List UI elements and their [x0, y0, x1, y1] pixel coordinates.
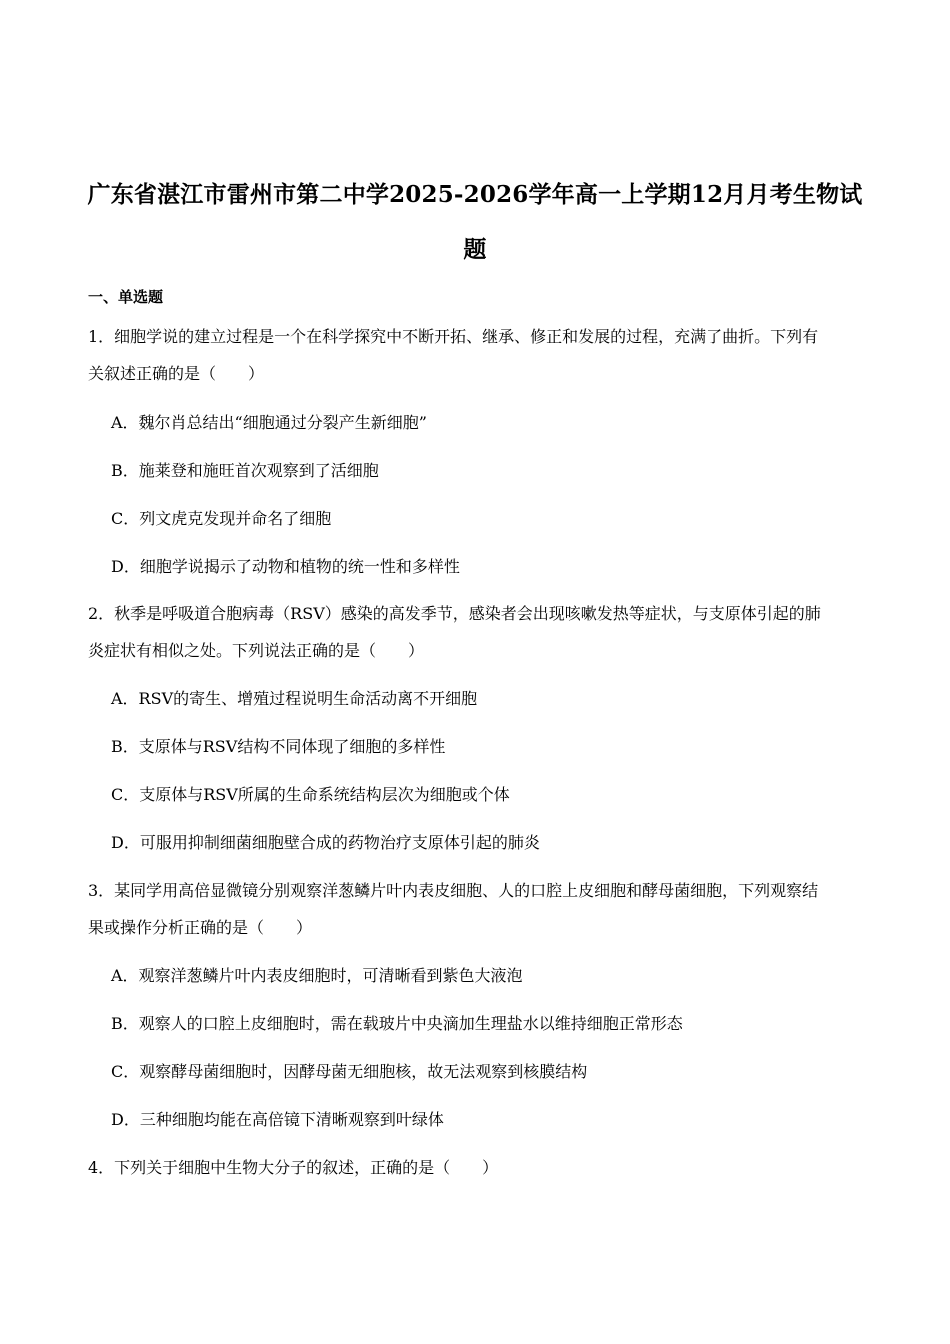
question-2-option-c: C．支原体与RSV所属的生命系统结构层次为细胞或个体: [111, 785, 510, 804]
question-1-option-b: B．施莱登和施旺首次观察到了活细胞: [111, 461, 379, 480]
question-2-option-b: B．支原体与RSV结构不同体现了细胞的多样性: [111, 737, 446, 756]
question-3-option-c: C．观察酵母菌细胞时，因酵母菌无细胞核，故无法观察到核膜结构: [111, 1062, 588, 1081]
question-1-stem-line-1: 1．细胞学说的建立过程是一个在科学探究中不断开拓、继承、修正和发展的过程，充满了曲折。下列有: [88, 327, 819, 346]
question-1-option-d: D．细胞学说揭示了动物和植物的统一性和多样性: [111, 557, 460, 576]
question-2-stem-line-1: 2．秋季是呼吸道合胞病毒（RSV）感染的高发季节，感染者会出现咳嗽发热等症状，与支原体引起的肺: [88, 604, 821, 623]
question-4-stem-line-1: 4．下列关于细胞中生物大分子的叙述，正确的是（ ）: [88, 1158, 499, 1177]
question-1-option-a: A．魏尔肖总结出“细胞通过分裂产生新细胞”: [111, 413, 427, 432]
question-1-option-c: C．列文虎克发现并命名了细胞: [111, 509, 332, 528]
question-2-stem-line-2: 炎症状有相似之处。下列说法正确的是（ ）: [88, 641, 425, 660]
question-2-option-d: D．可服用抑制细菌细胞壁合成的药物治疗支原体引起的肺炎: [111, 833, 540, 852]
question-3-stem-line-1: 3．某同学用高倍显微镜分别观察洋葱鳞片叶内表皮细胞、人的口腔上皮细胞和酵母菌细胞，下列观察结: [88, 881, 819, 900]
section-heading: 一、单选题: [88, 288, 164, 306]
question-1-stem-line-2: 关叙述正确的是（ ）: [88, 364, 265, 383]
question-3-option-d: D．三种细胞均能在高倍镜下清晰观察到叶绿体: [111, 1110, 444, 1129]
exam-title-line-1: 广东省湛江市雷州市第二中学2025-2026学年高一上学期12月月考生物试: [87, 181, 863, 208]
question-3-stem-line-2: 果或操作分析正确的是（ ）: [88, 918, 313, 937]
question-3-option-a: A．观察洋葱鳞片叶内表皮细胞时，可清晰看到紫色大液泡: [111, 966, 523, 985]
question-2-option-a: A．RSV的寄生、增殖过程说明生命活动离不开细胞: [111, 689, 478, 708]
question-3-option-b: B．观察人的口腔上皮细胞时，需在载玻片中央滴加生理盐水以维持细胞正常形态: [111, 1014, 683, 1033]
exam-title-line-2: 题: [463, 236, 487, 263]
